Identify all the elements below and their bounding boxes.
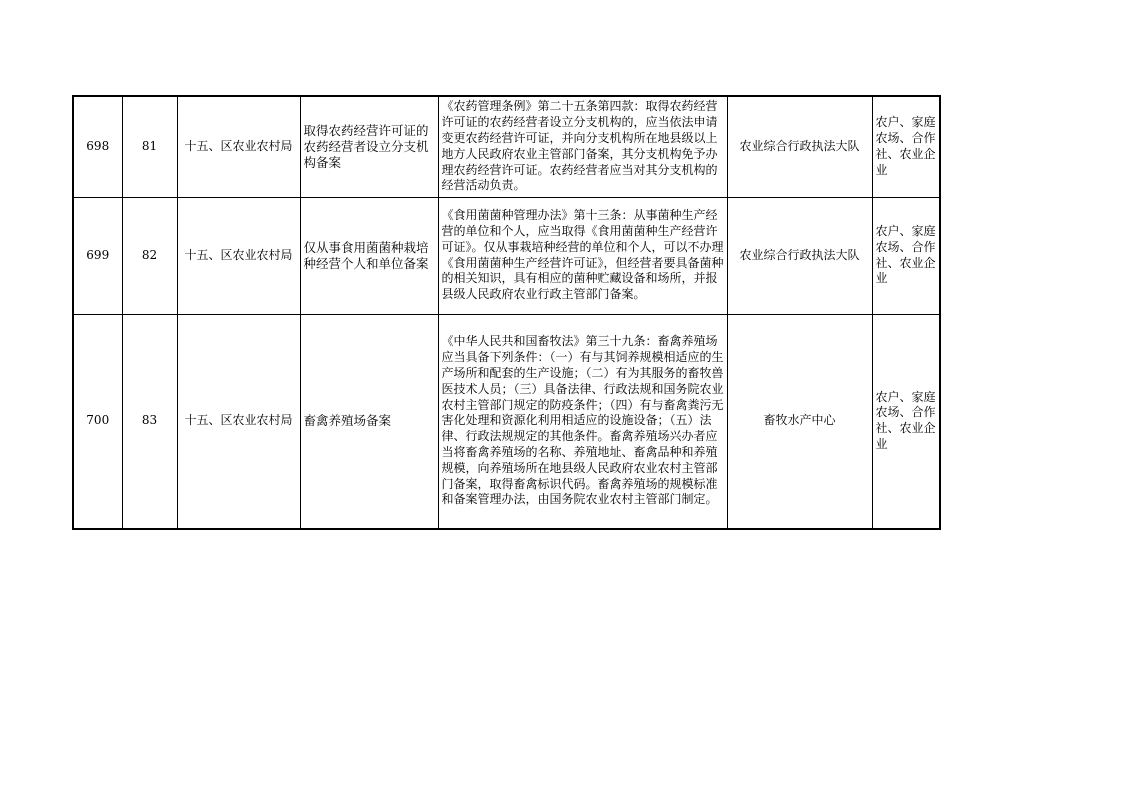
- sub-number-cell: 82: [122, 197, 177, 314]
- filing-items-table: [72, 95, 941, 530]
- department-cell: 十五、区农业农村局: [177, 314, 300, 529]
- seq-cell: 698: [73, 96, 122, 197]
- department-cell: 十五、区农业农村局: [177, 197, 300, 314]
- sub-number-cell: 83: [122, 314, 177, 529]
- item-name-cell: 取得农药经营许可证的农药经营者设立分支机构备案: [300, 96, 438, 197]
- seq-cell: 699: [73, 197, 122, 314]
- item-name-cell: 仅从事食用菌菌种栽培种经营个人和单位备案: [300, 197, 438, 314]
- service-target-cell: 农户、家庭农场、合作社、农业企业: [872, 314, 940, 529]
- handling-unit-cell: 畜牧水产中心: [727, 314, 872, 529]
- department-cell: 十五、区农业农村局: [177, 96, 300, 197]
- sub-number-cell: 81: [122, 96, 177, 197]
- legal-basis-cell: 《农药管理条例》第二十五条第四款：取得农药经营许可证的农药经营者设立分支机构的，应当依法申请变更农药经营许可证，并向分支机构所在地县级以上地方人民政府农业主管部门备案，其分支机构免予办理农药经营许可证。农药经营者应当对其分支机构的经营活动负责。: [438, 96, 727, 197]
- item-name-cell: 畜禽养殖场备案: [300, 314, 438, 529]
- table-row: [73, 314, 940, 529]
- handling-unit-cell: 农业综合行政执法大队: [727, 96, 872, 197]
- seq-cell: 700: [73, 314, 122, 529]
- legal-basis-cell: 《中华人民共和国畜牧法》第三十九条：畜禽养殖场应当具备下列条件：（一）有与其饲养规模相适应的生产场所和配套的生产设施；（二）有为其服务的畜牧兽医技术人员；（三）具备法律、行政法规和国务院农业农村主管部门规定的防疫条件；（四）有与畜禽粪污无害化处理和资源化利用相适应的设施设备；（五）法律、行政法规规定的其他条件。畜禽养殖场兴办者应当将畜禽养殖场的名称、养殖地址、畜禽品种和养殖规模，向养殖场所在地县级人民政府农业农村主管部门备案，取得畜禽标识代码。畜禽养殖场的规模标准和备案管理办法，由国务院农业农村主管部门制定。: [438, 314, 727, 529]
- service-target-cell: 农户、家庭农场、合作社、农业企业: [872, 197, 940, 314]
- handling-unit-cell: 农业综合行政执法大队: [727, 197, 872, 314]
- service-target-cell: 农户、家庭农场、合作社、农业企业: [872, 96, 940, 197]
- table-row: [73, 197, 940, 314]
- table-row: [73, 96, 940, 197]
- legal-basis-cell: 《食用菌菌种管理办法》第十三条：从事菌种生产经营的单位和个人，应当取得《食用菌菌种生产经营许可证》。仅从事栽培种经营的单位和个人，可以不办理《食用菌菌种生产经营许可证》，但经营者要具备菌种的相关知识，具有相应的菌种贮藏设备和场所，并报县级人民政府农业行政主管部门备案。: [438, 197, 727, 314]
